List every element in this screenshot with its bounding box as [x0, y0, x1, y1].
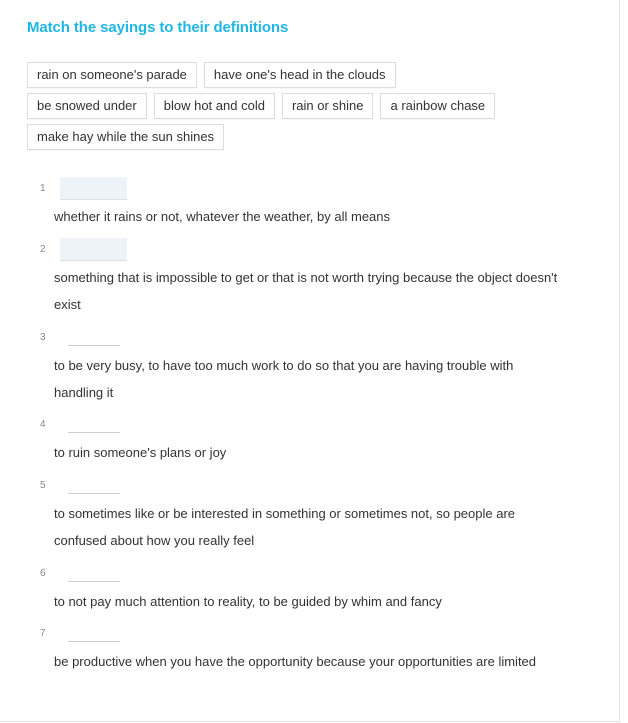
answer-blank[interactable]: [68, 326, 120, 346]
word-bank: [27, 62, 587, 155]
word-chip[interactable]: rain or shine: [282, 93, 374, 119]
definition-item: [40, 561, 560, 621]
item-number: 4: [40, 419, 46, 430]
definition-list: [40, 176, 560, 711]
word-chip[interactable]: make hay while the sun shines: [27, 124, 224, 150]
definition-text: something that is impossible to get or that is not worth trying because the object doesn't exist: [54, 270, 558, 312]
definition-item: [40, 237, 560, 325]
answer-blank[interactable]: [68, 562, 120, 582]
definition-item: [40, 621, 560, 711]
item-number: 7: [40, 628, 46, 639]
word-chip[interactable]: be snowed under: [27, 93, 147, 119]
definition-text: whether it rains or not, whatever the weather, by all means: [54, 209, 391, 224]
exercise-title: Match the sayings to their definitions: [27, 19, 289, 36]
word-chip[interactable]: rain on someone's parade: [27, 62, 197, 88]
definition-text: to not pay much attention to reality, to be guided by whim and fancy: [54, 594, 442, 609]
definition-item: [40, 473, 560, 561]
definition-text: be productive when you have the opportunity because your opportunities are limited: [54, 654, 537, 669]
item-number: 5: [40, 480, 46, 491]
word-bank-row: [27, 124, 587, 155]
word-chip[interactable]: blow hot and cold: [154, 93, 275, 119]
answer-blank[interactable]: [68, 622, 120, 642]
definition-text: to ruin someone's plans or joy: [54, 445, 227, 460]
definition-item: [40, 176, 560, 237]
answer-blank[interactable]: [60, 238, 127, 261]
word-chip[interactable]: have one's head in the clouds: [204, 62, 396, 88]
word-chip[interactable]: a rainbow chase: [380, 93, 495, 119]
answer-blank[interactable]: [68, 413, 120, 433]
item-number: 6: [40, 568, 46, 579]
answer-blank[interactable]: [68, 474, 120, 494]
definition-text: to be very busy, to have too much work to do so that you are having trouble with handling it: [54, 358, 514, 400]
word-bank-row: [27, 93, 587, 124]
item-number: 1: [40, 183, 46, 194]
definition-item: [40, 412, 560, 473]
item-number: 2: [40, 244, 46, 255]
word-bank-row: [27, 62, 587, 93]
definition-item: [40, 325, 560, 412]
item-number: 3: [40, 332, 46, 343]
answer-blank[interactable]: [60, 177, 127, 200]
definition-text: to sometimes like or be interested in something or sometimes not, so people are confused about how you really feel: [54, 506, 516, 548]
